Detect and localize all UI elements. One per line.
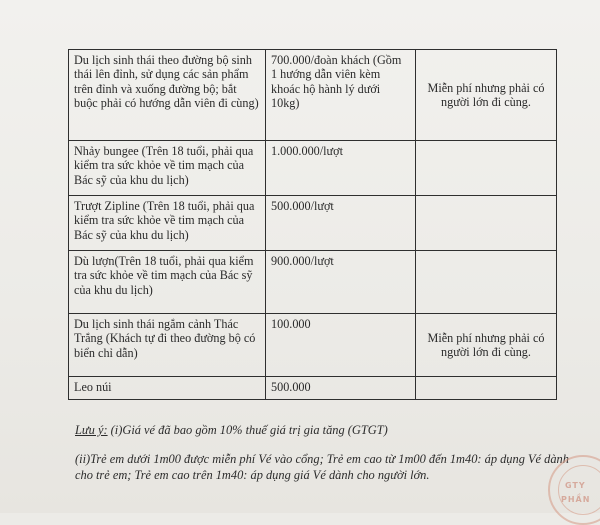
- activity-cell: Du lịch sinh thái theo đường bộ sinh thái lên đỉnh, sử dụng các sản phẩm trên đỉnh và xuống đường bộ; bắt buộc phải có hướng dẫn viên đi cùng): [69, 50, 266, 141]
- table-row: [69, 141, 557, 196]
- vat-note: [75, 422, 388, 438]
- ticket-price-table: [68, 49, 557, 400]
- table-row: [69, 251, 557, 314]
- activity-cell: Dù lượn(Trên 18 tuổi, phải qua kiểm tra sức khỏe về tim mạch của Bác sỹ của khu du lịch): [69, 251, 266, 314]
- child-note-cell: [416, 196, 557, 251]
- child-note-cell: Miễn phí nhưng phải có người lớn đi cùng.: [416, 314, 557, 377]
- note-label: Lưu ý:: [75, 423, 108, 437]
- activity-cell: Trượt Zipline (Trên 18 tuổi, phải qua kiểm tra sức khỏe về tim mạch của Bác sỹ của khu du lịch): [69, 196, 266, 251]
- table-row: [69, 314, 557, 377]
- child-note-cell: Miễn phí nhưng phải có người lớn đi cùng.: [416, 50, 557, 141]
- price-cell: 500.000/lượt: [266, 196, 416, 251]
- price-cell: 900.000/lượt: [266, 251, 416, 314]
- activity-cell: Nhảy bungee (Trên 18 tuổi, phải qua kiểm tra sức khỏe về tim mạch của Bác sỹ của khu du lịch): [69, 141, 266, 196]
- price-cell: 1.000.000/lượt: [266, 141, 416, 196]
- price-cell: 500.000: [266, 377, 416, 400]
- stamp-text-top: GTY: [565, 481, 586, 490]
- table-row: [69, 50, 557, 141]
- stamp-text-bottom: PHẦN: [561, 495, 591, 504]
- child-note-cell: [416, 141, 557, 196]
- child-note-cell: [416, 251, 557, 314]
- vat-note-text: (i)Giá vé đã bao gồm 10% thuế giá trị gia tăng (GTGT): [107, 423, 388, 437]
- activity-cell: Leo núi: [69, 377, 266, 400]
- table-row: [69, 196, 557, 251]
- price-cell: 700.000/đoàn khách (Gồm 1 hướng dẫn viên kèm khoác hộ hành lý dưới 10kg): [266, 50, 416, 141]
- activity-cell: Du lịch sinh thái ngắm cảnh Thác Trắng (Khách tự đi theo đường bộ có biển chỉ dẫn): [69, 314, 266, 377]
- child-note-cell: [416, 377, 557, 400]
- stamp-inner-ring: [558, 465, 600, 515]
- table-row: [69, 377, 557, 400]
- price-cell: 100.000: [266, 314, 416, 377]
- children-ticket-note: (ii)Trẻ em dưới 1m00 được miễn phí Vé vào cổng; Trẻ em cao từ 1m00 đến 1m40: áp dụng Vé dành cho trẻ em; Trẻ em cao trên 1m40: áp dụng giá Vé dành cho người lớn.: [75, 452, 569, 482]
